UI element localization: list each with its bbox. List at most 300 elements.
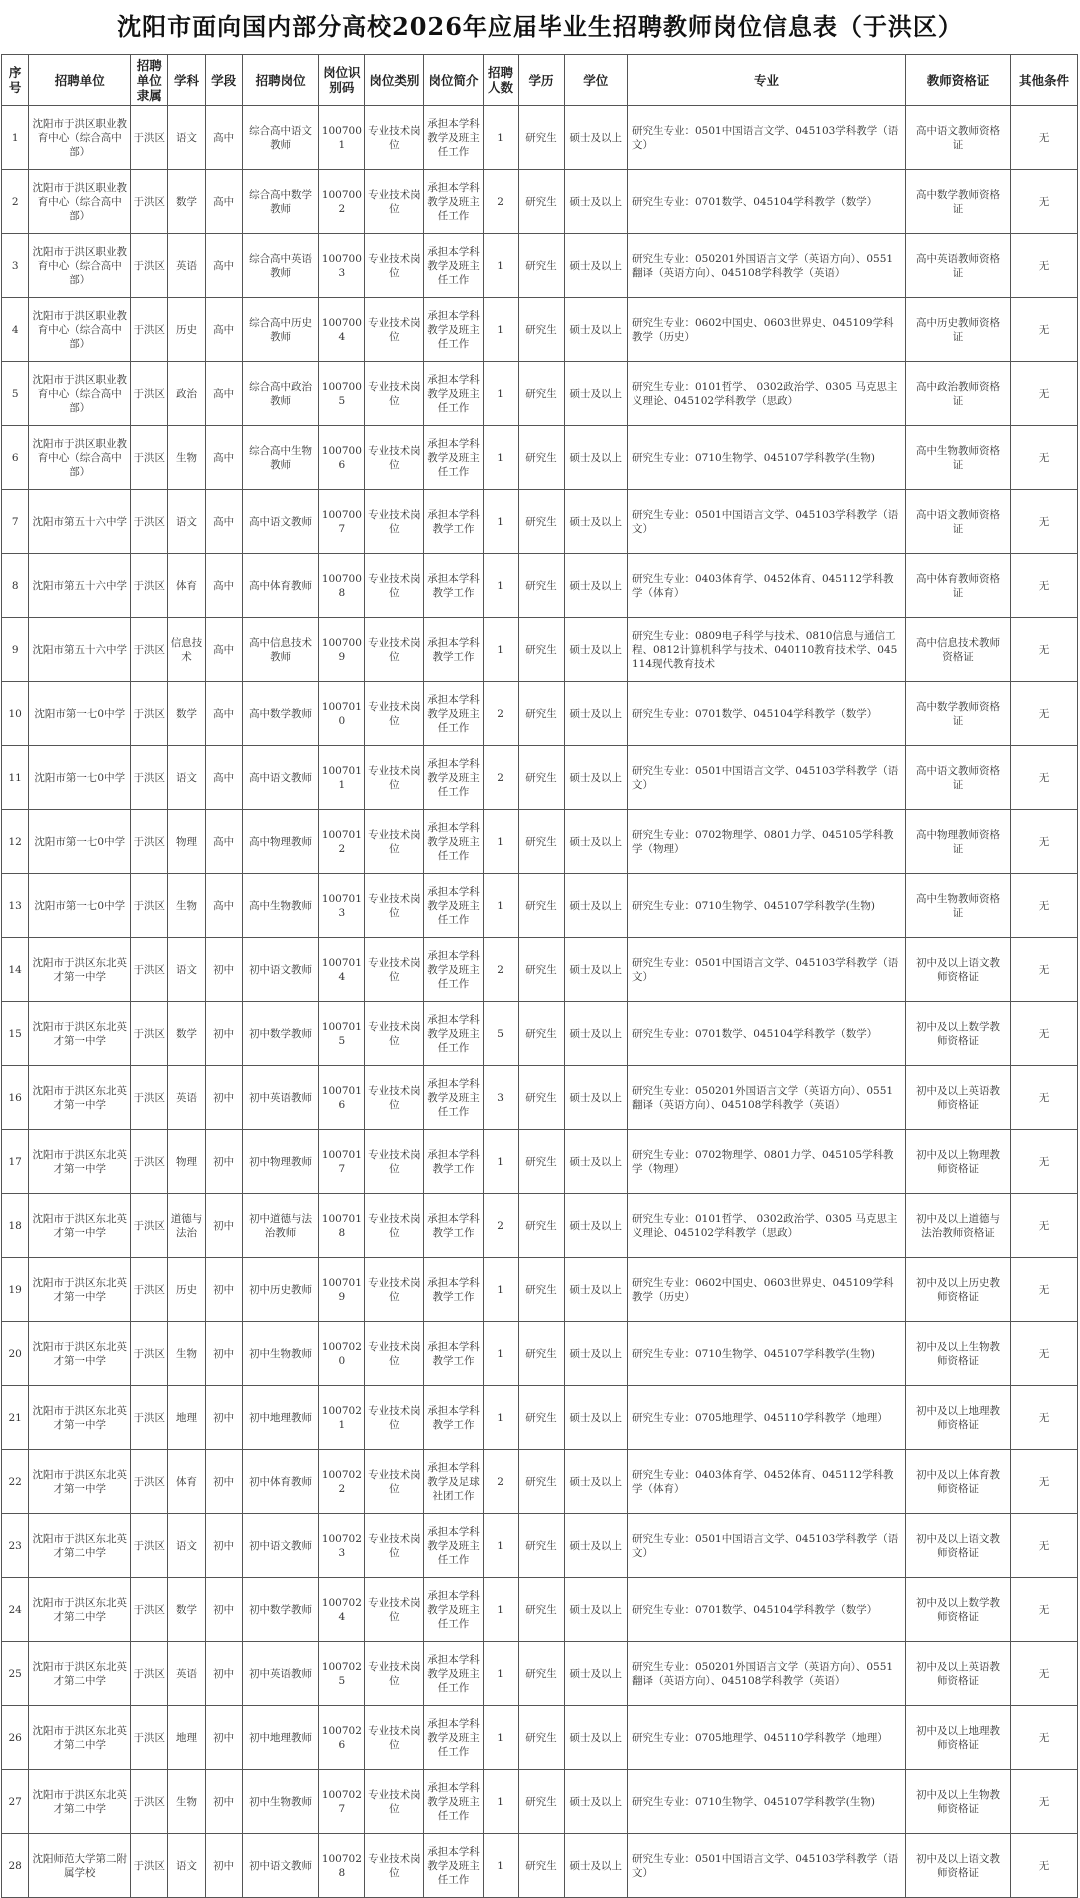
cell-certificate: 初中及以上数学教师资格证 [906,1578,1011,1642]
table-row [2,426,1078,490]
cell-major: 研究生专业：0403体育学、0452体育、045112学科教学（体育） [628,554,906,618]
cell-stage: 初中 [205,1066,242,1130]
cell-category: 专业技术岗位 [365,298,424,362]
header-cell: 序号 [2,55,29,106]
header-cell: 岗位类别 [365,55,424,106]
cell-certificate: 初中及以上生物教师资格证 [906,1322,1011,1386]
cell-unit: 沈阳市第一七0中学 [29,682,131,746]
cell-stage: 高中 [205,746,242,810]
table-row [2,554,1078,618]
cell-category: 专业技术岗位 [365,234,424,298]
cell-other: 无 [1011,1706,1078,1770]
cell-affiliation: 于洪区 [131,1386,168,1450]
cell-stage: 初中 [205,1770,242,1834]
cell-degree: 硕士及以上 [564,1642,627,1706]
cell-count: 2 [483,1450,518,1514]
cell-description: 承担本学科教学及班主任工作 [424,874,483,938]
cell-position: 初中体育教师 [242,1450,319,1514]
cell-affiliation: 于洪区 [131,1066,168,1130]
table-row [2,1706,1078,1770]
cell-description: 承担本学科教学工作 [424,554,483,618]
cell-degree: 硕士及以上 [564,1770,627,1834]
cell-certificate: 初中及以上地理教师资格证 [906,1386,1011,1450]
cell-education: 研究生 [518,874,564,938]
cell-degree: 硕士及以上 [564,1002,627,1066]
cell-category: 专业技术岗位 [365,874,424,938]
cell-degree: 硕士及以上 [564,554,627,618]
cell-degree: 硕士及以上 [564,1322,627,1386]
cell-unit: 沈阳市于洪区东北英才第一中学 [29,1322,131,1386]
cell-count: 1 [483,618,518,682]
cell-education: 研究生 [518,298,564,362]
cell-description: 承担本学科教学工作 [424,1386,483,1450]
cell-major: 研究生专业：0501中国语言文学、045103学科教学（语文） [628,1514,906,1578]
cell-count: 1 [483,1258,518,1322]
cell-subject: 历史 [168,298,205,362]
cell-affiliation: 于洪区 [131,1194,168,1258]
cell-position-code: 1007015 [319,1002,365,1066]
cell-position: 综合高中英语教师 [242,234,319,298]
cell-unit: 沈阳市于洪区东北英才第二中学 [29,1514,131,1578]
cell-other: 无 [1011,362,1078,426]
cell-major: 研究生专业：050201外国语言文学（英语方向）、0551翻译（英语方向）、045108学科教学（英语） [628,234,906,298]
cell-certificate: 高中数学教师资格证 [906,170,1011,234]
cell-stage: 高中 [205,106,242,170]
cell-other: 无 [1011,1002,1078,1066]
cell-major: 研究生专业：0501中国语言文学、045103学科教学（语文） [628,490,906,554]
cell-stage: 初中 [205,1706,242,1770]
cell-education: 研究生 [518,1706,564,1770]
cell-major: 研究生专业：0501中国语言文学、045103学科教学（语文） [628,1834,906,1898]
cell-position: 初中历史教师 [242,1258,319,1322]
cell-index: 15 [2,1002,29,1066]
cell-affiliation: 于洪区 [131,938,168,1002]
cell-certificate: 高中生物教师资格证 [906,874,1011,938]
cell-education: 研究生 [518,1386,564,1450]
cell-position: 初中数学教师 [242,1002,319,1066]
cell-category: 专业技术岗位 [365,618,424,682]
table-row [2,746,1078,810]
cell-position: 初中生物教师 [242,1770,319,1834]
cell-unit: 沈阳师范大学第二附属学校 [29,1834,131,1898]
cell-stage: 高中 [205,170,242,234]
cell-count: 1 [483,810,518,874]
cell-certificate: 高中体育教师资格证 [906,554,1011,618]
cell-major: 研究生专业：0710生物学、045107学科教学(生物) [628,1322,906,1386]
cell-degree: 硕士及以上 [564,298,627,362]
cell-count: 2 [483,682,518,746]
cell-position-code: 1007028 [319,1834,365,1898]
table-row [2,490,1078,554]
cell-unit: 沈阳市于洪区东北英才第二中学 [29,1642,131,1706]
cell-description: 承担本学科教学及班主任工作 [424,1578,483,1642]
cell-category: 专业技术岗位 [365,1386,424,1450]
cell-other: 无 [1011,1770,1078,1834]
cell-position: 高中语文教师 [242,746,319,810]
cell-certificate: 高中英语教师资格证 [906,234,1011,298]
cell-affiliation: 于洪区 [131,490,168,554]
header-cell: 学位 [564,55,627,106]
cell-degree: 硕士及以上 [564,746,627,810]
cell-subject: 数学 [168,682,205,746]
cell-affiliation: 于洪区 [131,170,168,234]
cell-major: 研究生专业：0701数学、045104学科教学（数学） [628,682,906,746]
cell-stage: 高中 [205,298,242,362]
cell-category: 专业技术岗位 [365,1706,424,1770]
cell-stage: 初中 [205,1002,242,1066]
cell-other: 无 [1011,1130,1078,1194]
cell-major: 研究生专业：0701数学、045104学科教学（数学） [628,1002,906,1066]
cell-index: 16 [2,1066,29,1130]
cell-certificate: 初中及以上生物教师资格证 [906,1770,1011,1834]
cell-position-code: 1007021 [319,1386,365,1450]
cell-description: 承担本学科教学及足球社团工作 [424,1450,483,1514]
cell-subject: 英语 [168,234,205,298]
cell-position: 综合高中历史教师 [242,298,319,362]
cell-description: 承担本学科教学工作 [424,1322,483,1386]
cell-other: 无 [1011,938,1078,1002]
cell-affiliation: 于洪区 [131,1578,168,1642]
cell-other: 无 [1011,1642,1078,1706]
cell-education: 研究生 [518,810,564,874]
cell-description: 承担本学科教学工作 [424,1258,483,1322]
cell-subject: 生物 [168,1770,205,1834]
cell-position: 初中生物教师 [242,1322,319,1386]
cell-index: 1 [2,106,29,170]
cell-major: 研究生专业：0602中国史、0603世界史、045109学科教学（历史） [628,298,906,362]
cell-category: 专业技术岗位 [365,490,424,554]
cell-description: 承担本学科教学及班主任工作 [424,362,483,426]
cell-position: 初中数学教师 [242,1578,319,1642]
cell-count: 2 [483,746,518,810]
cell-position-code: 1007006 [319,426,365,490]
cell-affiliation: 于洪区 [131,1322,168,1386]
header-cell: 岗位识别码 [319,55,365,106]
cell-affiliation: 于洪区 [131,1706,168,1770]
cell-position-code: 1007009 [319,618,365,682]
cell-index: 13 [2,874,29,938]
cell-position: 初中英语教师 [242,1066,319,1130]
cell-subject: 信息技术 [168,618,205,682]
cell-affiliation: 于洪区 [131,1834,168,1898]
cell-major: 研究生专业：0702物理学、0801力学、045105学科教学（物理） [628,810,906,874]
cell-category: 专业技术岗位 [365,1258,424,1322]
cell-major: 研究生专业：0501中国语言文学、045103学科教学（语文） [628,746,906,810]
cell-description: 承担本学科教学及班主任工作 [424,810,483,874]
cell-category: 专业技术岗位 [365,1194,424,1258]
cell-affiliation: 于洪区 [131,1514,168,1578]
cell-category: 专业技术岗位 [365,1578,424,1642]
cell-description: 承担本学科教学及班主任工作 [424,426,483,490]
cell-other: 无 [1011,1834,1078,1898]
cell-subject: 数学 [168,1002,205,1066]
cell-education: 研究生 [518,1130,564,1194]
cell-affiliation: 于洪区 [131,106,168,170]
cell-count: 3 [483,1066,518,1130]
cell-education: 研究生 [518,1834,564,1898]
cell-unit: 沈阳市于洪区职业教育中心（综合高中部） [29,362,131,426]
cell-major: 研究生专业：0403体育学、0452体育、045112学科教学（体育） [628,1450,906,1514]
cell-position-code: 1007007 [319,490,365,554]
cell-affiliation: 于洪区 [131,426,168,490]
cell-position: 高中信息技术教师 [242,618,319,682]
header-cell: 学科 [168,55,205,106]
cell-index: 12 [2,810,29,874]
cell-category: 专业技术岗位 [365,1770,424,1834]
table-row [2,1194,1078,1258]
cell-stage: 初中 [205,1386,242,1450]
cell-position-code: 1007008 [319,554,365,618]
cell-category: 专业技术岗位 [365,106,424,170]
cell-unit: 沈阳市于洪区职业教育中心（综合高中部） [29,426,131,490]
cell-subject: 物理 [168,1130,205,1194]
table-row [2,234,1078,298]
cell-category: 专业技术岗位 [365,1642,424,1706]
cell-index: 22 [2,1450,29,1514]
cell-degree: 硕士及以上 [564,1194,627,1258]
cell-count: 1 [483,1386,518,1450]
header-cell: 招聘单位隶属 [131,55,168,106]
cell-index: 24 [2,1578,29,1642]
cell-position: 初中英语教师 [242,1642,319,1706]
table-row [2,682,1078,746]
cell-category: 专业技术岗位 [365,746,424,810]
cell-category: 专业技术岗位 [365,938,424,1002]
cell-unit: 沈阳市第一七0中学 [29,746,131,810]
cell-other: 无 [1011,490,1078,554]
cell-unit: 沈阳市于洪区东北英才第二中学 [29,1770,131,1834]
cell-degree: 硕士及以上 [564,682,627,746]
cell-index: 18 [2,1194,29,1258]
cell-position: 综合高中数学教师 [242,170,319,234]
cell-degree: 硕士及以上 [564,170,627,234]
cell-description: 承担本学科教学及班主任工作 [424,106,483,170]
cell-position: 初中地理教师 [242,1706,319,1770]
cell-stage: 高中 [205,426,242,490]
cell-subject: 生物 [168,1322,205,1386]
cell-major: 研究生专业：0501中国语言文学、045103学科教学（语文） [628,106,906,170]
cell-count: 1 [483,874,518,938]
cell-education: 研究生 [518,746,564,810]
cell-position: 初中语文教师 [242,1834,319,1898]
cell-certificate: 高中生物教师资格证 [906,426,1011,490]
cell-stage: 初中 [205,1514,242,1578]
cell-education: 研究生 [518,1066,564,1130]
header-cell: 学历 [518,55,564,106]
cell-unit: 沈阳市于洪区职业教育中心（综合高中部） [29,106,131,170]
cell-description: 承担本学科教学工作 [424,490,483,554]
cell-education: 研究生 [518,490,564,554]
cell-degree: 硕士及以上 [564,1706,627,1770]
cell-affiliation: 于洪区 [131,1258,168,1322]
cell-description: 承担本学科教学及班主任工作 [424,234,483,298]
cell-position: 高中物理教师 [242,810,319,874]
cell-index: 11 [2,746,29,810]
cell-subject: 生物 [168,426,205,490]
table-row [2,874,1078,938]
cell-description: 承担本学科教学及班主任工作 [424,1770,483,1834]
cell-position-code: 1007020 [319,1322,365,1386]
cell-count: 1 [483,362,518,426]
cell-certificate: 高中物理教师资格证 [906,810,1011,874]
cell-education: 研究生 [518,234,564,298]
cell-degree: 硕士及以上 [564,938,627,1002]
cell-category: 专业技术岗位 [365,1834,424,1898]
cell-major: 研究生专业：0809电子科学与技术、0810信息与通信工程、0812计算机科学与技术、040110教育技术学、045114现代教育技术 [628,618,906,682]
cell-stage: 高中 [205,682,242,746]
cell-subject: 地理 [168,1386,205,1450]
cell-stage: 初中 [205,1130,242,1194]
cell-degree: 硕士及以上 [564,618,627,682]
cell-stage: 初中 [205,938,242,1002]
cell-stage: 初中 [205,1322,242,1386]
cell-count: 1 [483,234,518,298]
cell-description: 承担本学科教学工作 [424,1130,483,1194]
cell-education: 研究生 [518,426,564,490]
cell-position-code: 1007010 [319,682,365,746]
table-row [2,618,1078,682]
cell-index: 19 [2,1258,29,1322]
cell-index: 17 [2,1130,29,1194]
cell-position-code: 1007016 [319,1066,365,1130]
cell-category: 专业技术岗位 [365,1066,424,1130]
header-cell: 招聘单位 [29,55,131,106]
cell-affiliation: 于洪区 [131,554,168,618]
table-row [2,170,1078,234]
cell-affiliation: 于洪区 [131,298,168,362]
cell-major: 研究生专业：0710生物学、045107学科教学(生物) [628,1770,906,1834]
cell-stage: 高中 [205,554,242,618]
cell-position-code: 1007022 [319,1450,365,1514]
cell-major: 研究生专业：0702物理学、0801力学、045105学科教学（物理） [628,1130,906,1194]
cell-position-code: 1007024 [319,1578,365,1642]
cell-education: 研究生 [518,1002,564,1066]
cell-education: 研究生 [518,554,564,618]
cell-subject: 物理 [168,810,205,874]
cell-other: 无 [1011,1386,1078,1450]
cell-subject: 英语 [168,1066,205,1130]
cell-affiliation: 于洪区 [131,874,168,938]
cell-education: 研究生 [518,682,564,746]
cell-position-code: 1007003 [319,234,365,298]
table-row [2,1258,1078,1322]
cell-degree: 硕士及以上 [564,1514,627,1578]
table-row [2,1130,1078,1194]
cell-unit: 沈阳市第一七0中学 [29,810,131,874]
cell-major: 研究生专业：050201外国语言文学（英语方向）、0551翻译（英语方向）、045108学科教学（英语） [628,1642,906,1706]
table-row [2,362,1078,426]
cell-certificate: 初中及以上英语教师资格证 [906,1642,1011,1706]
cell-major: 研究生专业：0101哲学、 0302政治学、0305 马克思主义理论、045102学科教学（思政） [628,1194,906,1258]
cell-other: 无 [1011,298,1078,362]
table-row [2,1450,1078,1514]
cell-position: 高中体育教师 [242,554,319,618]
cell-degree: 硕士及以上 [564,1386,627,1450]
cell-count: 2 [483,938,518,1002]
cell-position-code: 1007025 [319,1642,365,1706]
cell-index: 6 [2,426,29,490]
cell-affiliation: 于洪区 [131,362,168,426]
cell-index: 23 [2,1514,29,1578]
cell-position-code: 1007004 [319,298,365,362]
cell-education: 研究生 [518,1258,564,1322]
cell-position-code: 1007027 [319,1770,365,1834]
cell-major: 研究生专业：0710生物学、045107学科教学(生物) [628,874,906,938]
cell-major: 研究生专业：0705地理学、045110学科教学（地理） [628,1386,906,1450]
cell-subject: 语文 [168,106,205,170]
cell-affiliation: 于洪区 [131,682,168,746]
cell-position: 高中数学教师 [242,682,319,746]
cell-index: 2 [2,170,29,234]
cell-count: 1 [483,1514,518,1578]
cell-subject: 政治 [168,362,205,426]
cell-certificate: 初中及以上英语教师资格证 [906,1066,1011,1130]
cell-count: 1 [483,106,518,170]
table-row [2,1834,1078,1898]
cell-certificate: 高中语文教师资格证 [906,746,1011,810]
cell-other: 无 [1011,1578,1078,1642]
cell-index: 28 [2,1834,29,1898]
cell-index: 4 [2,298,29,362]
cell-description: 承担本学科教学工作 [424,1194,483,1258]
cell-education: 研究生 [518,618,564,682]
cell-category: 专业技术岗位 [365,810,424,874]
cell-major: 研究生专业：0501中国语言文学、045103学科教学（语文） [628,938,906,1002]
cell-position: 综合高中生物教师 [242,426,319,490]
cell-education: 研究生 [518,362,564,426]
cell-category: 专业技术岗位 [365,1322,424,1386]
page-title: 沈阳市面向国内部分高校2026年应届毕业生招聘教师岗位信息表（于洪区） [117,12,963,41]
table-row [2,1066,1078,1130]
cell-description: 承担本学科教学及班主任工作 [424,1514,483,1578]
cell-index: 25 [2,1642,29,1706]
header-cell: 招聘岗位 [242,55,319,106]
cell-unit: 沈阳市于洪区东北英才第一中学 [29,1258,131,1322]
cell-position: 初中语文教师 [242,938,319,1002]
cell-education: 研究生 [518,1514,564,1578]
recruitment-table [1,54,1078,1898]
cell-unit: 沈阳市于洪区东北英才第二中学 [29,1706,131,1770]
cell-affiliation: 于洪区 [131,1130,168,1194]
cell-description: 承担本学科教学及班主任工作 [424,298,483,362]
header-cell: 专业 [628,55,906,106]
cell-count: 1 [483,1130,518,1194]
cell-certificate: 初中及以上语文教师资格证 [906,1834,1011,1898]
cell-other: 无 [1011,746,1078,810]
cell-index: 26 [2,1706,29,1770]
cell-stage: 初中 [205,1834,242,1898]
cell-description: 承担本学科教学及班主任工作 [424,1066,483,1130]
cell-count: 1 [483,1770,518,1834]
header-cell: 其他条件 [1011,55,1078,106]
cell-other: 无 [1011,810,1078,874]
cell-certificate: 高中政治教师资格证 [906,362,1011,426]
cell-certificate: 高中历史教师资格证 [906,298,1011,362]
cell-position: 初中地理教师 [242,1386,319,1450]
cell-position-code: 1007026 [319,1706,365,1770]
cell-certificate: 初中及以上语文教师资格证 [906,1514,1011,1578]
cell-other: 无 [1011,426,1078,490]
cell-category: 专业技术岗位 [365,362,424,426]
cell-other: 无 [1011,618,1078,682]
cell-position: 综合高中政治教师 [242,362,319,426]
cell-certificate: 初中及以上物理教师资格证 [906,1130,1011,1194]
cell-position: 初中物理教师 [242,1130,319,1194]
cell-degree: 硕士及以上 [564,1450,627,1514]
table-row [2,1002,1078,1066]
cell-education: 研究生 [518,1770,564,1834]
cell-other: 无 [1011,554,1078,618]
